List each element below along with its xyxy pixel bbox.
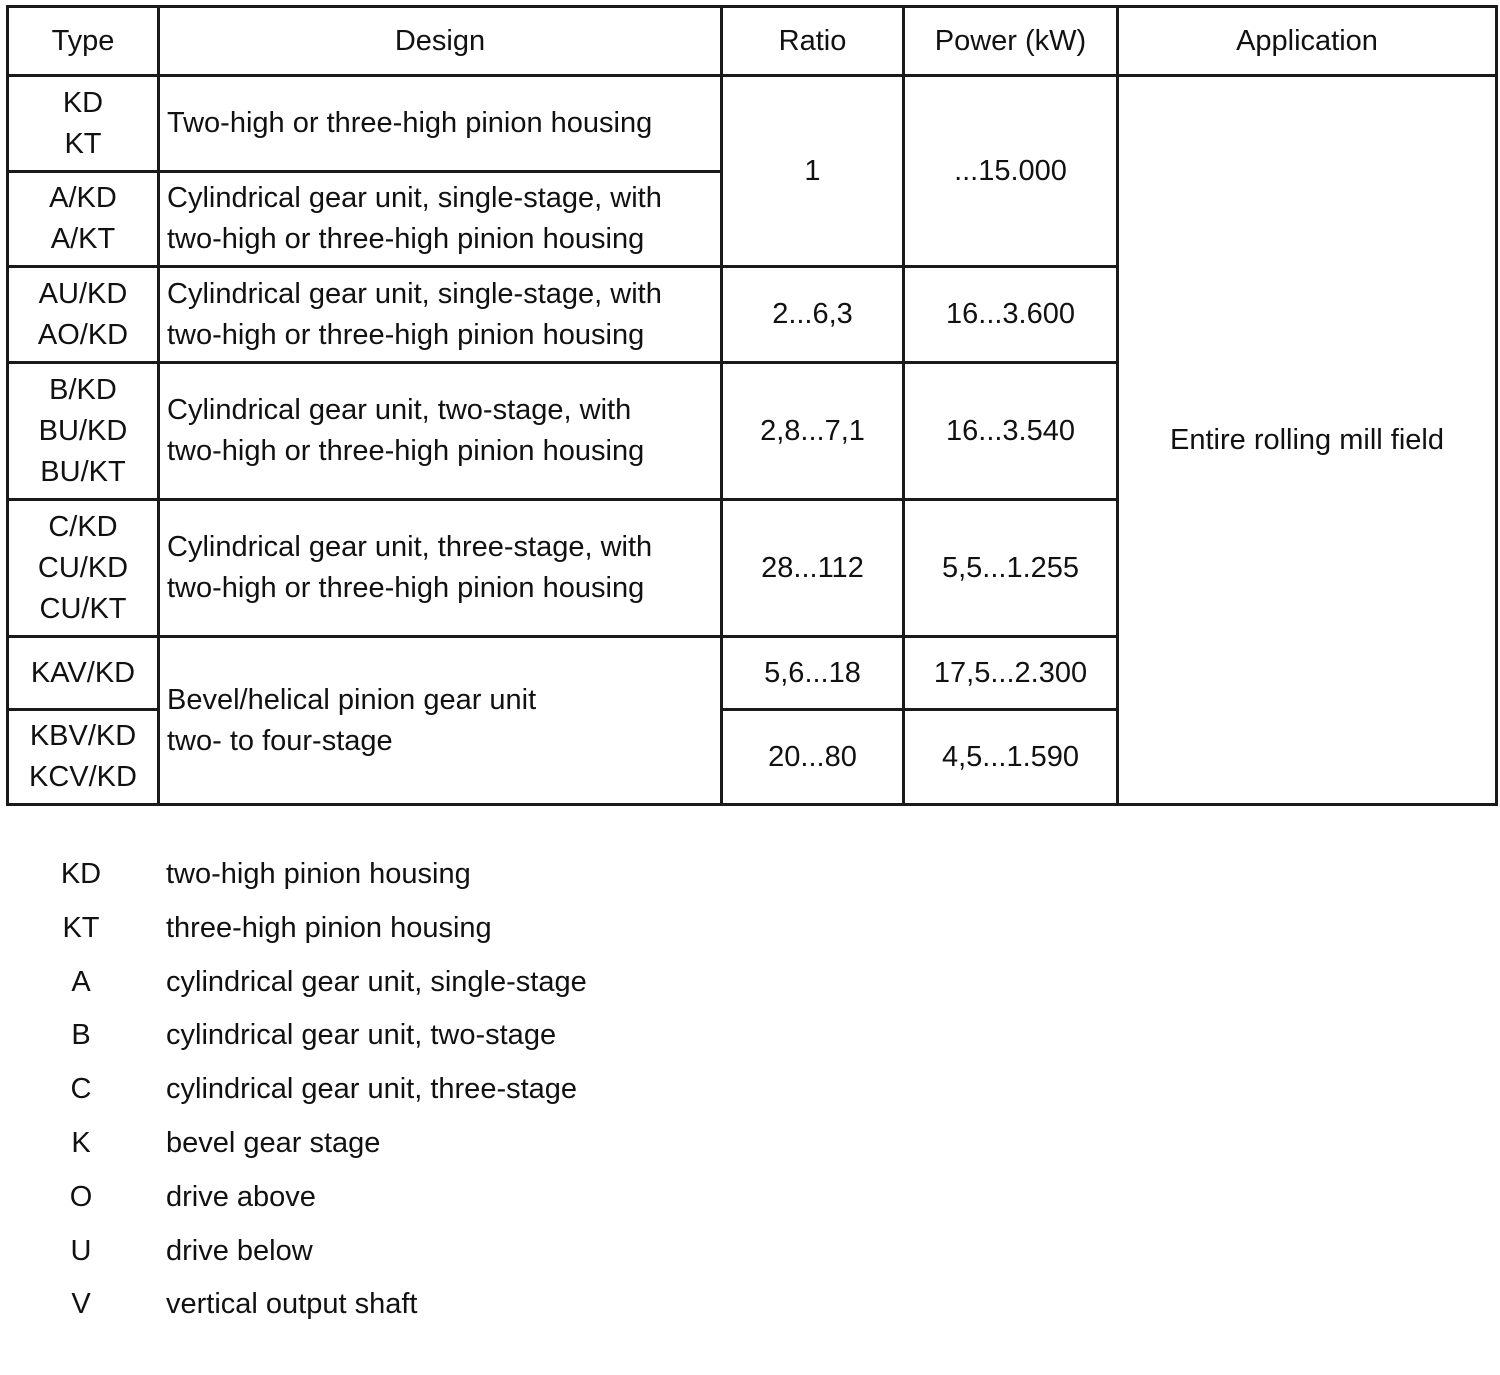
power-cell: 16...3.540 bbox=[904, 363, 1118, 500]
design-cell: Cylindrical gear unit, three-stage, with two-high or three-high pinion housing bbox=[159, 500, 722, 637]
type-cell: B/KD BU/KD BU/KT bbox=[8, 363, 159, 500]
header-type: Type bbox=[8, 7, 159, 76]
legend-description: drive above bbox=[166, 1180, 316, 1213]
list-item bbox=[0, 848, 900, 902]
header-ratio: Ratio bbox=[722, 7, 904, 76]
table-row bbox=[8, 76, 1497, 172]
legend-description: cylindrical gear unit, two-stage bbox=[166, 1019, 557, 1052]
type-cell: KD KT bbox=[8, 76, 159, 172]
ratio-cell: 5,6...18 bbox=[722, 637, 904, 710]
list-item bbox=[0, 902, 900, 956]
power-cell: 5,5...1.255 bbox=[904, 500, 1118, 637]
abbreviation-legend bbox=[0, 848, 900, 1332]
legend-description: two-high pinion housing bbox=[166, 858, 471, 890]
header-application: Application bbox=[1118, 7, 1497, 76]
legend-abbreviation: A bbox=[71, 965, 91, 998]
gear-unit-table bbox=[6, 5, 1498, 806]
list-item bbox=[0, 1225, 900, 1279]
power-cell: 17,5...2.300 bbox=[904, 637, 1118, 710]
header-power: Power (kW) bbox=[904, 7, 1118, 76]
ratio-cell: 2...6,3 bbox=[722, 267, 904, 363]
design-cell: Bevel/helical pinion gear unit two- to four-stage bbox=[159, 637, 722, 805]
header-design: Design bbox=[159, 7, 722, 76]
design-cell: Cylindrical gear unit, two-stage, with two-high or three-high pinion housing bbox=[159, 363, 722, 500]
legend-abbreviation: V bbox=[71, 1288, 91, 1321]
legend-description: bevel gear stage bbox=[166, 1126, 381, 1159]
legend-description: cylindrical gear unit, single-stage bbox=[166, 965, 587, 998]
legend-abbreviation: K bbox=[71, 1126, 91, 1159]
list-item bbox=[0, 1117, 900, 1171]
design-cell: Cylindrical gear unit, single-stage, with two-high or three-high pinion housing bbox=[159, 172, 722, 267]
legend-description: cylindrical gear unit, three-stage bbox=[166, 1073, 578, 1106]
design-cell: Two-high or three-high pinion housing bbox=[159, 76, 722, 172]
legend-abbreviation: KD bbox=[60, 858, 102, 890]
table-header-row bbox=[8, 7, 1497, 76]
legend-abbreviation: C bbox=[70, 1073, 92, 1106]
list-item bbox=[0, 1171, 900, 1225]
power-cell: 4,5...1.590 bbox=[904, 710, 1118, 805]
type-cell: A/KD A/KT bbox=[8, 172, 159, 267]
type-cell: KAV/KD bbox=[8, 637, 159, 710]
legend-abbreviation: U bbox=[70, 1234, 92, 1267]
ratio-cell: 28...112 bbox=[722, 500, 904, 637]
type-cell: C/KD CU/KD CU/KT bbox=[8, 500, 159, 637]
legend-abbreviation: B bbox=[71, 1019, 91, 1052]
power-cell: 16...3.600 bbox=[904, 267, 1118, 363]
ratio-cell: 20...80 bbox=[722, 710, 904, 805]
legend-abbreviation: O bbox=[69, 1180, 93, 1213]
ratio-cell: 1 bbox=[722, 76, 904, 267]
type-cell: KBV/KD KCV/KD bbox=[8, 710, 159, 805]
power-cell: ...15.000 bbox=[904, 76, 1118, 267]
type-cell: AU/KD AO/KD bbox=[8, 267, 159, 363]
legend-description: three-high pinion housing bbox=[166, 911, 492, 944]
legend-description: drive below bbox=[166, 1234, 313, 1267]
application-cell: Entire rolling mill field bbox=[1118, 76, 1497, 805]
list-item bbox=[0, 1063, 900, 1117]
list-item bbox=[0, 1009, 900, 1063]
list-item bbox=[0, 1278, 900, 1332]
legend-abbreviation: KT bbox=[62, 911, 100, 944]
ratio-cell: 2,8...7,1 bbox=[722, 363, 904, 500]
list-item bbox=[0, 956, 900, 1010]
legend-description: vertical output shaft bbox=[166, 1288, 418, 1321]
design-cell: Cylindrical gear unit, single-stage, with two-high or three-high pinion housing bbox=[159, 267, 722, 363]
